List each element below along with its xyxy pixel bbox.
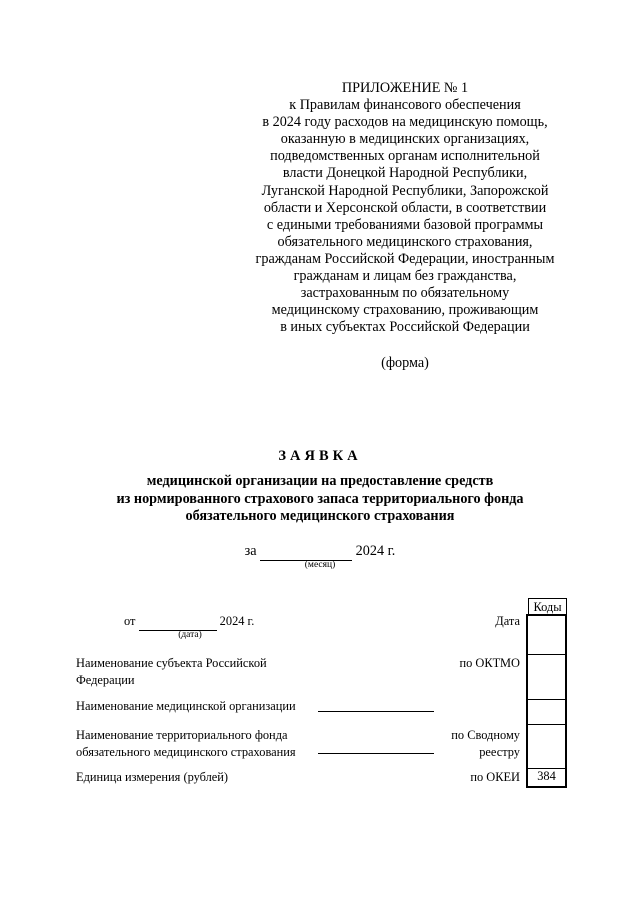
code-cell-date[interactable] (528, 616, 565, 655)
date-caption: (дата) (178, 630, 202, 640)
appendix-line: в иных субъектах Российской Федерации (280, 319, 530, 336)
appendix-line: власти Донецкой Народной Республики, (282, 165, 528, 182)
codes-header: Коды (528, 598, 567, 616)
period-year: 2024 г. (355, 543, 396, 559)
date-field[interactable] (139, 613, 217, 631)
registry-label-line: реестру (479, 745, 520, 759)
subtitle-line: обязательного медицинского страхования (185, 508, 455, 524)
med-org-label: Наименование медицинской организации (76, 699, 296, 713)
appendix-line: гражданам и лицам без гражданства, (293, 268, 517, 285)
date-code-label: Дата (495, 614, 520, 628)
code-cell-okei: 384 (537, 769, 556, 783)
appendix-line: к Правилам финансового обеспечения (289, 97, 521, 114)
subject-name-line: Федерации (76, 673, 135, 687)
okei-label: по ОКЕИ (470, 770, 520, 784)
document-subtitle (60, 473, 580, 526)
appendix-line: гражданам Российской Федерации, иностранным (255, 250, 555, 267)
appendix-line: оказанную в медицинских организациях, (280, 131, 530, 148)
appendix-line: обязательного медицинского страхования, (277, 233, 533, 250)
month-caption: (месяц) (304, 560, 336, 570)
appendix-header (230, 80, 580, 336)
appendix-line: застрахованным по обязательному (300, 285, 510, 302)
appendix-line: области и Херсонской области, в соответствии (263, 199, 547, 216)
code-cell-oktmo[interactable] (528, 655, 565, 700)
code-cell-medorg[interactable] (528, 700, 565, 725)
date-year: 2024 г. (219, 614, 255, 628)
form-label: (форма) (381, 355, 429, 371)
registry-label (420, 727, 520, 761)
appendix-line: с едиными требованиями базовой программы (266, 216, 544, 233)
subject-name-label (76, 655, 267, 689)
date-row (124, 613, 254, 631)
subtitle-line: из нормированного страхового запаса территориального фонда (116, 490, 524, 507)
month-field[interactable] (260, 543, 352, 561)
appendix-line: подведомственных органам исполнительной (270, 148, 540, 165)
fund-name-line: обязательного медицинского страхования (76, 745, 296, 759)
appendix-line: Луганской Народной Республики, Запорожской (261, 182, 549, 199)
appendix-line: в 2024 году расходов на медицинскую помощь, (262, 114, 548, 131)
codes-column (526, 614, 567, 788)
med-org-field[interactable] (318, 698, 434, 712)
period-row (0, 543, 640, 561)
registry-label-line: по Сводному (451, 728, 520, 742)
subtitle-line: медицинской организации на предоставление средств (146, 473, 494, 489)
fund-name-label (76, 727, 296, 761)
code-cell-registry[interactable] (528, 725, 565, 769)
subject-name-line: Наименование субъекта Российской (76, 656, 267, 670)
document-title: ЗАЯВКА (278, 448, 362, 464)
unit-label: Единица измерения (рублей) (76, 770, 229, 784)
period-prefix: за (244, 543, 257, 559)
oktmo-label: по ОКТМО (459, 656, 520, 670)
date-prefix: от (124, 614, 136, 628)
appendix-line: ПРИЛОЖЕНИЕ № 1 (341, 80, 469, 96)
fund-name-line: Наименование территориального фонда (76, 728, 288, 742)
appendix-line: медицинскому страхованию, проживающим (271, 302, 539, 319)
fund-field[interactable] (318, 740, 434, 754)
